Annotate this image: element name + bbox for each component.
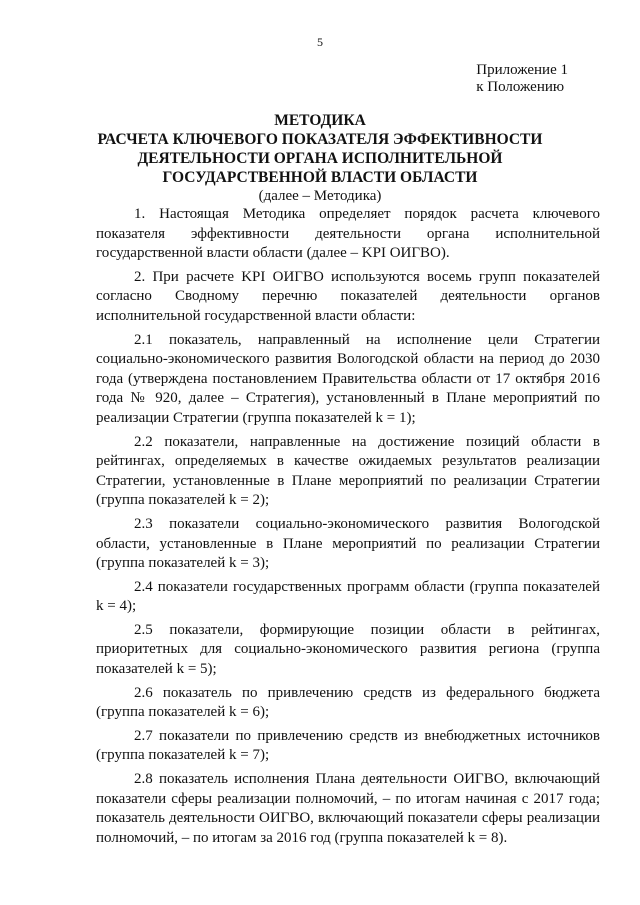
paragraph-1: 1. Настоящая Методика определяет порядок расчета ключевого показателя эффективности деятельности органа исполнительной государственной власти области (далее – KPI ОИГВО).	[96, 206, 600, 262]
paragraph-2-3: 2.3 показатели социально-экономического развития Вологодской области, установленные в Плане мероприятий по реализации Стратегии (группа показателей k = 3);	[96, 515, 600, 572]
title-line-3: ДЕЯТЕЛЬНОСТИ ОРГАНА ИСПОЛНИТЕЛЬНОЙ	[137, 150, 503, 167]
document-body	[96, 205, 600, 852]
page-number: 5	[317, 35, 323, 49]
appendix-reference	[476, 62, 568, 96]
paragraph-2: 2. При расчете KPI ОИГВО используются восемь групп показателей согласно Сводному перечню показателей деятельности органов исполнительной государственной власти области:	[96, 268, 600, 324]
paragraph-2-6: 2.6 показатель по привлечению средств из федерального бюджета (группа показателей k = 6);	[96, 684, 600, 721]
paragraph-2-1: 2.1 показатель, направленный на исполнение цели Стратегии социально-экономического развития Вологодской области на период до 2030 года (утверждена постановлением Правительства области от 17 октября 2016 года № 920, далее – Стратегия), установленный в Плане мероприятий по реализации Стратегии (группа показателей k = 1);	[96, 331, 600, 426]
title-line-1: МЕТОДИКА	[274, 112, 366, 129]
paragraph-2-4: 2.4 показатели государственных программ области (группа показателей k = 4);	[96, 578, 600, 615]
title-line-4: ГОСУДАРСТВЕННОЙ ВЛАСТИ ОБЛАСТИ	[162, 169, 478, 186]
title-subtitle: (далее – Методика)	[258, 188, 382, 204]
paragraph-2-8: 2.8 показатель исполнения Плана деятельности ОИГВО, включающий показатели сферы реализации полномочий, – по итогам начиная с 2017 года; показатель деятельности ОИГВО, включающий показатели сферы реализации полномочий, – по итогам за 2016 год (группа показателей k = 8).	[96, 771, 600, 846]
paragraph-2-2: 2.2 показатели, направленные на достижение позиций области в рейтингах, определяемых в качестве ожидаемых результатов реализации Стратегии, установленные в Плане мероприятий по реализации Стратегии (группа показателей k = 2);	[96, 433, 600, 509]
appendix-line-2: к Положению	[476, 79, 565, 95]
appendix-line-1: Приложение 1	[476, 62, 568, 78]
document-title	[90, 111, 550, 206]
paragraph-2-5: 2.5 показатели, формирующие позиции области в рейтингах, приоритетных для социально-экономического развития региона (группа показателей k = 5);	[96, 621, 600, 678]
paragraph-2-7: 2.7 показатели по привлечению средств из внебюджетных источников (группа показателей k = 7);	[96, 727, 600, 764]
title-line-2: РАСЧЕТА КЛЮЧЕВОГО ПОКАЗАТЕЛЯ ЭФФЕКТИВНОСТИ	[97, 131, 543, 148]
